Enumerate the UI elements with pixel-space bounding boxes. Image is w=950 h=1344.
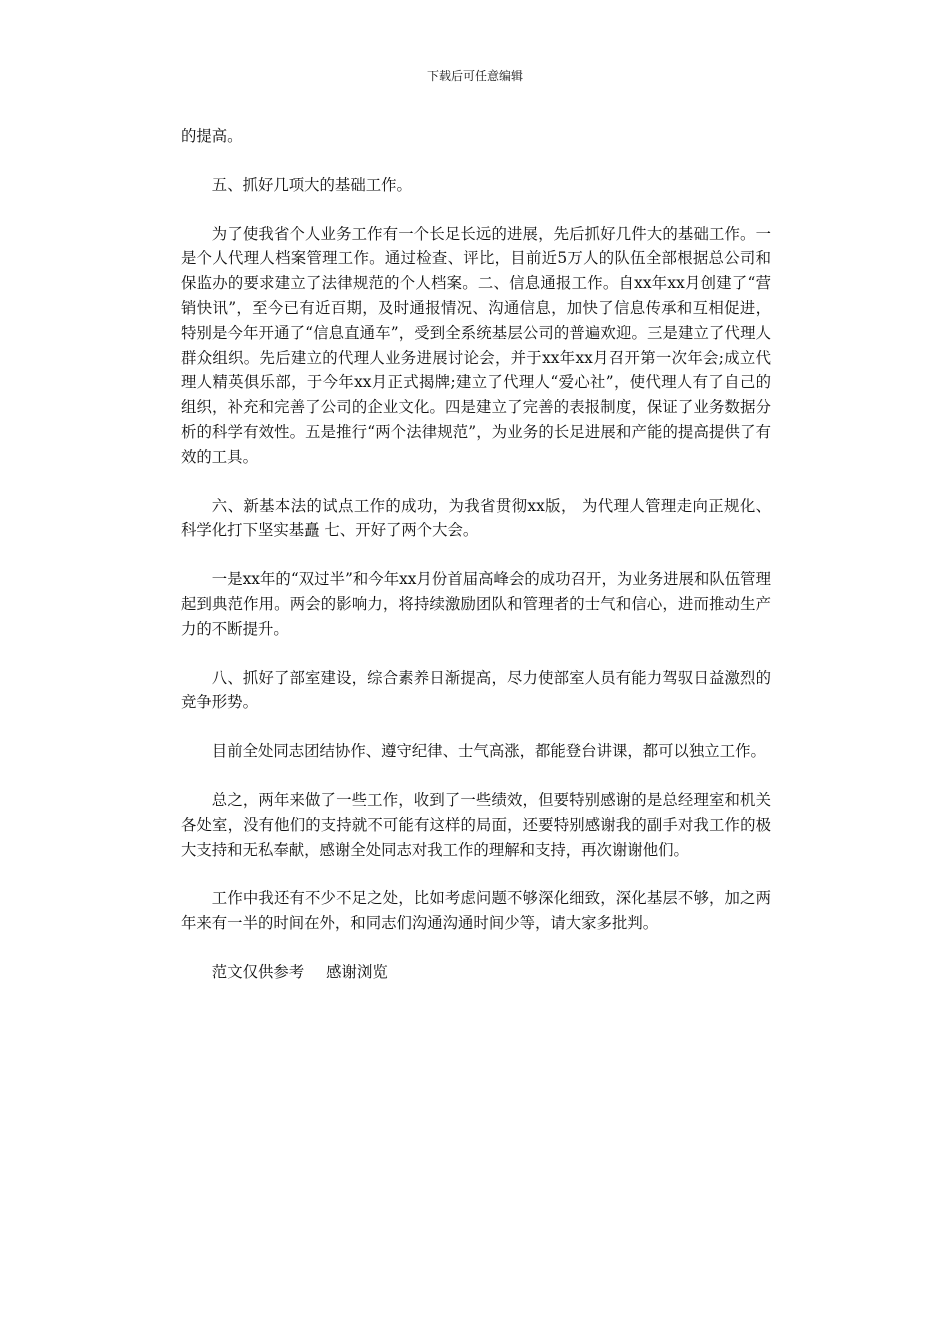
page-header-note: 下载后可任意编辑 xyxy=(426,69,523,83)
paragraph-continuation: 的提高。 xyxy=(181,127,243,145)
paragraph-section-eight: 八、抓好了部室建设，综合素养日渐提高，尽力使部室人员有能力驾驭日益激烈的竞争形势。 xyxy=(181,668,771,712)
closing-right-text: 感谢浏览 xyxy=(326,962,388,981)
paragraph-shortcomings: 工作中我还有不少不足之处，比如考虑问题不够深化细致，深化基层不够，加之两年来有一半的时间在外，和同志们沟通沟通时间少等，请大家多批判。 xyxy=(181,889,771,933)
paragraph-basic-work: 为了使我省个人业务工作有一个长足长远的进展，先后抓好几件大的基础工作。一是个人代理人档案管理工作。通过检查、评比，目前近5万人的队伍全部根据总公司和保监办的要求建立了法律规范的个人档案。二、信息通报工作。自xx年xx月创建了“营销快讯”，至今已有近百期，及时通报情况、沟通信息，加快了信息传承和互相促进，特别是今年开通了“信息直通车”，受到全系统基层公司的普遍欢迎。三是建立了代理人群众组织。先后建立的代理人业务进展讨论会，并于xx年xx月召开第一次年会;成立代理人精英俱乐部，于今年xx月正式揭牌;建立了代理人“爱心社”，使代理人有了自己的组织，补充和完善了公司的企业文化。四是建立了完善的表报制度，保证了业务数据分析的科学有效性。五是推行“两个法律规范”，为业务的长足进展和产能的提高提供了有效的工具。 xyxy=(181,224,771,466)
closing-left-text: 范文仅供参考 xyxy=(211,962,305,981)
closing-line xyxy=(181,960,771,985)
paragraph-two-conferences: 一是xx年的“双过半”和今年xx月份首届高峰会的成功召开，为业务进展和队伍管理起到典范作用。两会的影响力，将持续激励团队和管理者的士气和信心，进而推动生产力的不断提升。 xyxy=(181,570,771,638)
paragraph-section-five-heading: 五、抓好几项大的基础工作。 xyxy=(211,175,412,194)
document-body xyxy=(181,124,771,985)
paragraph-acknowledgements: 总之，两年来做了一些工作，收到了一些绩效，但要特别感谢的是总经理室和机关各处室，没有他们的支持就不可能有这样的局面，还要特别感谢我的副手对我工作的极大支持和无私奉献，感谢全处同志对我工作的理解和支持，再次谢谢他们。 xyxy=(181,790,771,859)
paragraph-section-six-seven: 六、新基本法的试点工作的成功，为我省贯彻xx版， 为代理人管理走向正规化、科学化打下坚实基矗 七、开好了两个大会。 xyxy=(181,496,771,540)
paragraph-team-status: 目前全处同志团结协作、遵守纪律、士气高涨，都能登台讲课，都可以独立工作。 xyxy=(211,742,766,761)
